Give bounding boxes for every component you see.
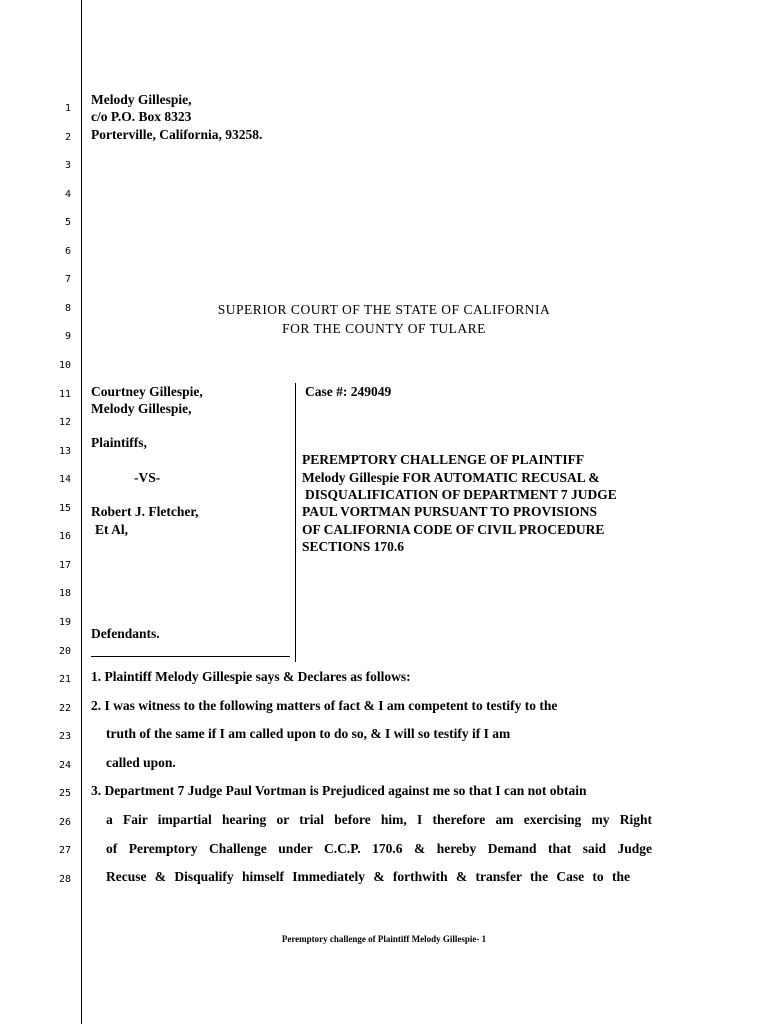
title-line: DISQUALIFICATION OF DEPARTMENT 7 JUDGE bbox=[305, 487, 617, 502]
address-box: c/o P.O. Box 8323 bbox=[91, 109, 192, 124]
left-margin-rule bbox=[81, 0, 82, 1024]
line-number: 11 bbox=[58, 389, 71, 400]
defendant-name: Et Al, bbox=[95, 522, 129, 537]
body-line: 3. Department 7 Judge Paul Vortman is Prejudiced against me so that I can not obtain bbox=[91, 783, 587, 798]
defendant-name: Robert J. Fletcher, bbox=[91, 504, 199, 519]
line-number: 6 bbox=[64, 246, 71, 257]
court-county: FOR THE COUNTY OF TULARE bbox=[282, 321, 486, 336]
body-line: called upon. bbox=[106, 755, 176, 770]
defendants-label: Defendants. bbox=[91, 626, 160, 641]
line-number: 16 bbox=[58, 531, 71, 542]
body-line: 1. Plaintiff Melody Gillespie says & Declares as follows: bbox=[91, 669, 411, 684]
line-number: 19 bbox=[58, 617, 71, 628]
line-number: 27 bbox=[58, 845, 71, 856]
line-number: 25 bbox=[58, 788, 71, 799]
page-footer: Peremptory challenge of Plaintiff Melody Gillespie- 1 bbox=[281, 934, 487, 944]
line-number: 13 bbox=[58, 446, 71, 457]
plaintiff-name: Melody Gillespie, bbox=[91, 401, 192, 416]
title-line: PAUL VORTMAN PURSUANT TO PROVISIONS bbox=[302, 504, 598, 519]
line-number: 14 bbox=[58, 474, 71, 485]
line-number: 8 bbox=[64, 303, 71, 314]
caption-divider-horizontal bbox=[91, 656, 290, 657]
line-number: 4 bbox=[64, 189, 71, 200]
plaintiffs-label: Plaintiffs, bbox=[91, 435, 147, 450]
line-number: 17 bbox=[58, 560, 71, 571]
title-line: OF CALIFORNIA CODE OF CIVIL PROCEDURE bbox=[302, 522, 605, 537]
address-city: Porterville, California, 93258. bbox=[91, 127, 263, 142]
line-number: 23 bbox=[58, 731, 71, 742]
court-name: SUPERIOR COURT OF THE STATE OF CALIFORNIA bbox=[217, 302, 551, 317]
line-number: 5 bbox=[64, 217, 71, 228]
address-name: Melody Gillespie, bbox=[91, 92, 192, 107]
line-number: 15 bbox=[58, 503, 71, 514]
body-line: a Fair impartial hearing or trial before him, I therefore am exercising my Right bbox=[106, 812, 652, 827]
title-line: SECTIONS 170.6 bbox=[302, 539, 405, 554]
line-number: 10 bbox=[58, 360, 71, 371]
line-number: 2 bbox=[64, 132, 71, 143]
line-number-column bbox=[0, 0, 75, 1024]
line-number: 18 bbox=[58, 588, 71, 599]
line-number: 21 bbox=[58, 674, 71, 685]
line-number: 26 bbox=[58, 817, 71, 828]
case-number: Case #: 249049 bbox=[305, 384, 392, 399]
body-line: 2. I was witness to the following matters of fact & I am competent to testify to the bbox=[91, 698, 558, 713]
caption-divider-vertical bbox=[295, 383, 296, 662]
body-line: of Peremptory Challenge under C.C.P. 170.6 & hereby Demand that said Judge bbox=[106, 841, 652, 856]
line-number: 7 bbox=[64, 274, 71, 285]
line-number: 22 bbox=[58, 703, 71, 714]
line-number: 28 bbox=[58, 874, 71, 885]
body-line: truth of the same if I am called upon to do so, & I will so testify if I am bbox=[106, 726, 511, 741]
title-line: PEREMPTORY CHALLENGE OF PLAINTIFF bbox=[302, 452, 585, 467]
line-number: 1 bbox=[64, 103, 71, 114]
line-number: 3 bbox=[64, 160, 71, 171]
line-number: 9 bbox=[64, 331, 71, 342]
line-number: 12 bbox=[58, 417, 71, 428]
line-number: 24 bbox=[58, 760, 71, 771]
line-number: 20 bbox=[58, 646, 71, 657]
title-line: Melody Gillespie FOR AUTOMATIC RECUSAL & bbox=[302, 470, 600, 485]
plaintiff-name: Courtney Gillespie, bbox=[91, 384, 203, 399]
body-line: Recuse & Disqualify himself Immediately & forthwith & transfer the Case to the bbox=[106, 869, 630, 884]
versus-label: -VS- bbox=[134, 470, 161, 485]
